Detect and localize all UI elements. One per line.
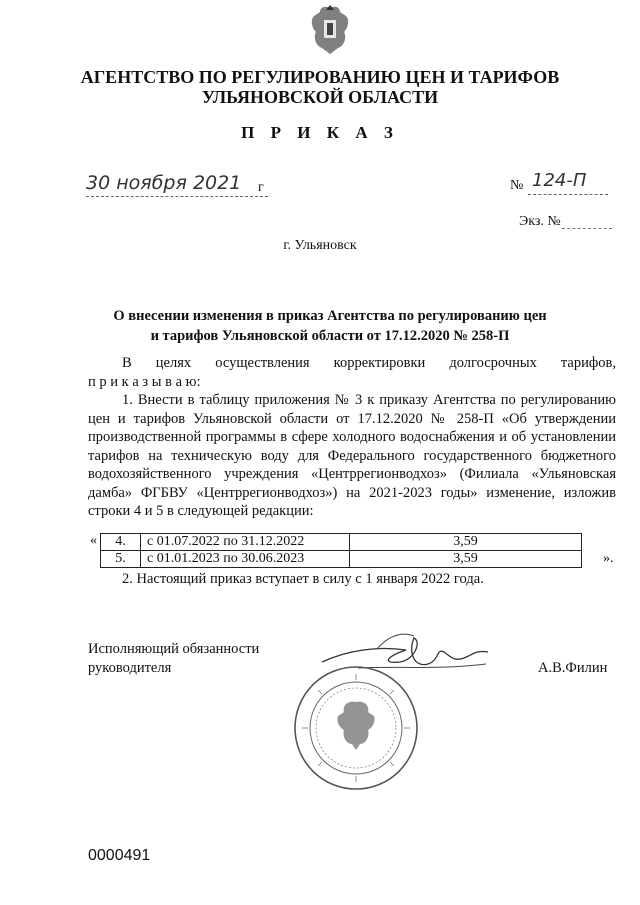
city: г. Ульяновск — [283, 238, 357, 253]
number-underline — [528, 194, 608, 195]
document-title — [80, 306, 580, 346]
value-cell: 3,59 — [350, 551, 582, 568]
period-cell: с 01.01.2023 по 30.06.2023 — [141, 551, 350, 568]
quote-close: ». — [603, 551, 614, 566]
handwritten-number: 124-П — [532, 170, 587, 191]
document-type: П Р И К А З — [241, 123, 399, 142]
agency-name-line1: АГЕНТСТВО ПО РЕГУЛИРОВАНИЮ ЦЕН И ТАРИФОВ — [80, 67, 560, 87]
decree-word: п р и к а з ы в а ю: — [88, 373, 201, 390]
quote-open: « — [90, 533, 97, 548]
date-suffix: г — [258, 180, 264, 195]
agency-name-line2: УЛЬЯНОВСКОЙ ОБЛАСТИ — [201, 87, 439, 107]
title-line2: и тарифов Ульяновской области от 17.12.2020 № 258-П — [150, 328, 510, 344]
copy-number-blank — [562, 228, 612, 229]
table-row — [101, 551, 582, 568]
date-underline — [86, 196, 268, 197]
table-row — [101, 534, 582, 551]
copy-number-label: Экз. № — [519, 214, 561, 229]
form-serial-number: 0000491 — [88, 847, 151, 864]
official-stamp — [292, 664, 420, 792]
signer-position-line1: Исполняющий обязанности — [88, 641, 260, 657]
signer-position-line2: руководителя — [88, 659, 172, 676]
tariff-table — [100, 533, 582, 568]
period-cell: с 01.07.2022 по 31.12.2022 — [141, 534, 350, 551]
item-1-paragraph: 1. Внести в таблицу приложения № 3 к приказу Агентства по регулированию цен и тарифов Ульяновской области от 17.12.2020 № 258-П «Об утверждении производственной программы в сфере холодного водоснабжения и об установлении тарифов на техническую воду для Федерального государственного бюджетного водохозяйственного учреждения «Центррегионводхоз» (Филиала «Ульяновская дамба» ФГБВУ «Центррегионводхоз») на 2021-2023 годы» изменение, изложив строки 4 и 5 в следующей редакции: — [88, 392, 616, 519]
number-label: № — [510, 178, 524, 193]
coat-of-arms-emblem — [300, 4, 360, 56]
title-line1: О внесении изменения в приказ Агентства по регулированию цен — [113, 308, 547, 324]
handwritten-date: 30 ноября 2021 — [86, 172, 242, 194]
item-2-paragraph: 2. Настоящий приказ вступает в силу с 1 января 2022 года. — [122, 571, 484, 587]
row-number-cell: 4. — [101, 534, 141, 551]
body-section — [88, 354, 616, 521]
intro-paragraph: В целях осуществления корректировки долгосрочных тарифов, — [122, 355, 616, 371]
signer-name: А.В.Филин — [538, 660, 608, 676]
row-number-cell: 5. — [101, 551, 141, 568]
value-cell: 3,59 — [350, 534, 582, 551]
signer-position — [88, 640, 259, 677]
